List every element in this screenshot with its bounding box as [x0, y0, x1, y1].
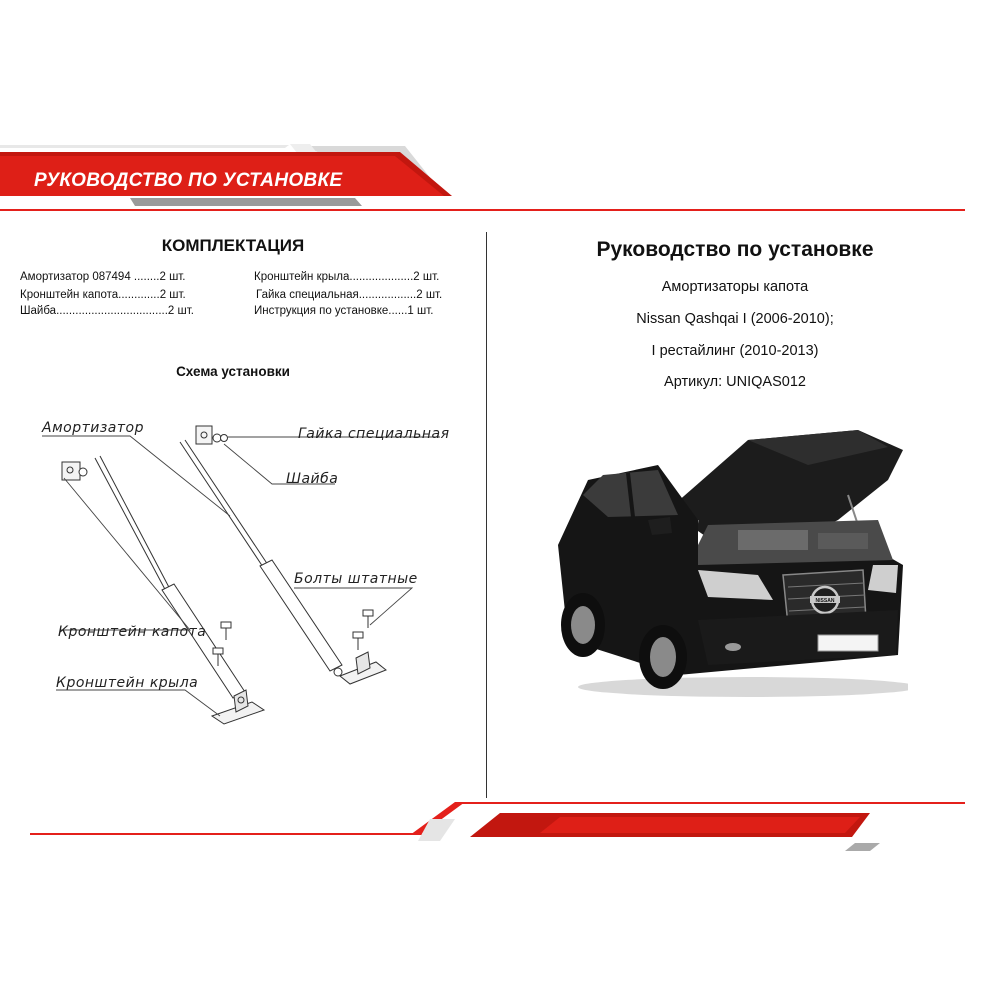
- kit-item-washer: Шайба...................................2 шт.: [20, 305, 194, 317]
- callout-washer: Шайба: [286, 471, 339, 487]
- callout-hood-bracket: Кронштейн капота: [58, 624, 207, 640]
- product-model: Nissan Qashqai I (2006-2010);: [636, 311, 834, 327]
- header-title: РУКОВОДСТВО ПО УСТАНОВКЕ: [34, 170, 343, 191]
- left-fender-bracket: [212, 690, 264, 724]
- kit-item-shock: Амортизатор 087494 ........2 шт.: [20, 271, 186, 283]
- callout-shock: Амортизатор: [42, 420, 144, 436]
- product-type: Амортизаторы капота: [661, 279, 809, 295]
- left-shock-absorber: [95, 456, 246, 704]
- product-article: Артикул: UNIQAS012: [664, 374, 806, 390]
- right-hood-bracket: [196, 426, 228, 444]
- car-logo: NISSAN: [815, 598, 835, 604]
- scheme-title: Схема установки: [176, 364, 290, 379]
- car-photo: [548, 425, 908, 700]
- doc-title: Руководство по установке: [596, 238, 874, 261]
- kit-item-fender-bracket: Кронштейн крыла....................2 шт.: [254, 271, 440, 283]
- kit-item-nut: Гайка специальная..................2 шт.: [256, 289, 443, 301]
- product-restyling: I рестайлинг (2010-2013): [651, 343, 819, 359]
- footer-banner: [0, 795, 1000, 855]
- left-hood-bracket: [62, 462, 87, 480]
- callout-nut: Гайка специальная: [298, 426, 450, 442]
- kit-item-manual: Инструкция по установке......1 шт.: [254, 305, 434, 317]
- right-fender-bracket: [340, 652, 386, 684]
- callout-fender-bracket: Кронштейн крыла: [56, 675, 199, 691]
- callout-bolts: Болты штатные: [294, 571, 418, 587]
- bolts-right: [353, 610, 373, 650]
- kit-title: КОМПЛЕКТАЦИЯ: [161, 236, 305, 255]
- kit-item-hood-bracket: Кронштейн капота.............2 шт.: [20, 289, 186, 301]
- column-divider: [486, 232, 487, 798]
